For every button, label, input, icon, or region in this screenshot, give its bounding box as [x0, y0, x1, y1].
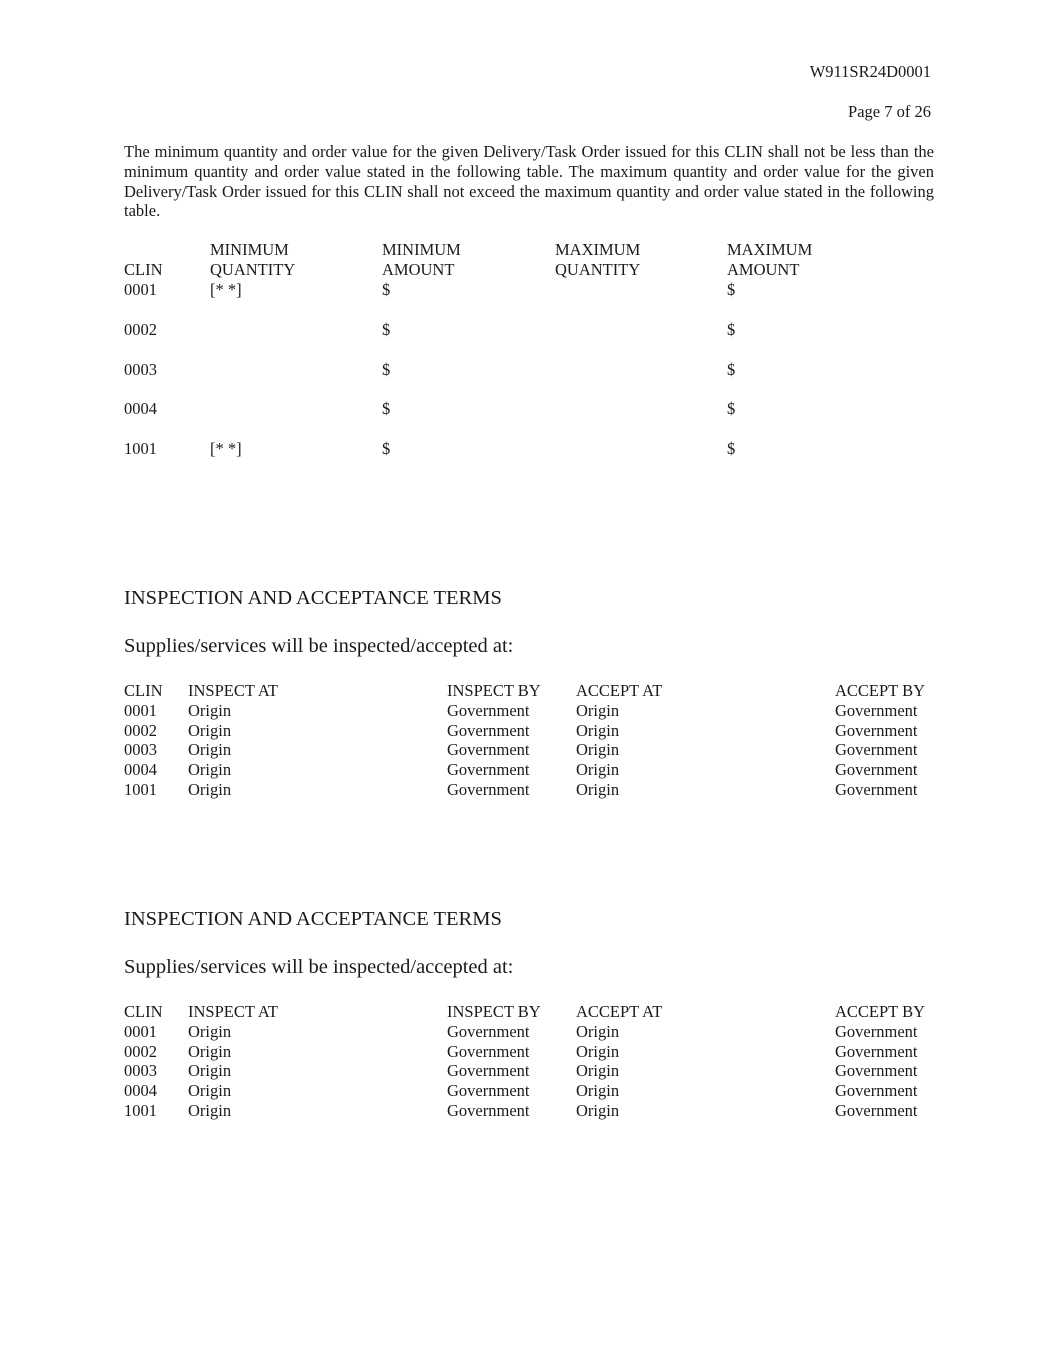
- header-max-quantity-line2: QUANTITY: [555, 260, 641, 279]
- min-amount-cell: $: [382, 439, 391, 458]
- clin-cell: 0001: [124, 280, 157, 299]
- accept-by-cell: Government: [835, 760, 918, 779]
- accept-by-cell: Government: [835, 740, 918, 759]
- accept-at-cell: Origin: [576, 1081, 620, 1100]
- inspect-by-cell: Government: [447, 780, 530, 799]
- clin-cell: 0004: [124, 1081, 157, 1100]
- inspect-at-cell: Origin: [188, 760, 232, 779]
- clin-cell: 0001: [124, 701, 157, 720]
- clin-cell: 0003: [124, 1061, 157, 1080]
- intro-paragraph: The minimum quantity and order value for the given Delivery/Task Order issued for this CLIN shall not be less than the minimum quantity and order value stated in the following table. The maximum quantity and order value for the given Delivery/Task Order issued for this CLIN shall not exceed the maximum quantity and order value stated in the following table.: [124, 142, 934, 221]
- header-max-amount-line1: MAXIMUM: [727, 240, 813, 259]
- accept-by-cell: Government: [835, 1042, 918, 1061]
- clin-cell: 1001: [124, 780, 157, 799]
- header-clin: CLIN: [124, 260, 163, 279]
- header-clin: CLIN: [124, 681, 163, 700]
- inspect-by-cell: Government: [447, 760, 530, 779]
- accept-at-cell: Origin: [576, 701, 620, 720]
- inspect-at-cell: Origin: [188, 701, 232, 720]
- inspect-by-cell: Government: [447, 1081, 530, 1100]
- max-amount-cell: $: [727, 320, 736, 339]
- inspect-at-cell: Origin: [188, 1081, 232, 1100]
- inspect-at-cell: Origin: [188, 721, 232, 740]
- max-amount-cell: $: [727, 439, 736, 458]
- inspect-at-cell: Origin: [188, 780, 232, 799]
- page-number: Page 7 of 26: [848, 102, 931, 121]
- clin-cell: 0004: [124, 399, 157, 418]
- header-accept-at: ACCEPT AT: [576, 681, 663, 700]
- max-amount-cell: $: [727, 399, 736, 418]
- header-max-amount-line2: AMOUNT: [727, 260, 800, 279]
- accept-at-cell: Origin: [576, 1101, 620, 1120]
- accept-by-cell: Government: [835, 780, 918, 799]
- clin-cell: 0001: [124, 1022, 157, 1041]
- inspect-at-cell: Origin: [188, 1042, 232, 1061]
- accept-at-cell: Origin: [576, 721, 620, 740]
- accept-at-cell: Origin: [576, 1042, 620, 1061]
- clin-cell: 1001: [124, 1101, 157, 1120]
- clin-cell: 1001: [124, 439, 157, 458]
- accept-by-cell: Government: [835, 1101, 918, 1120]
- accept-by-cell: Government: [835, 1022, 918, 1041]
- clin-cell: 0002: [124, 320, 157, 339]
- accept-by-cell: Government: [835, 701, 918, 720]
- header-inspect-at: INSPECT AT: [188, 681, 279, 700]
- inspect-by-cell: Government: [447, 701, 530, 720]
- accept-by-cell: Government: [835, 1061, 918, 1080]
- header-accept-by: ACCEPT BY: [835, 1002, 926, 1021]
- min-amount-cell: $: [382, 280, 391, 299]
- clin-cell: 0002: [124, 721, 157, 740]
- inspect-at-cell: Origin: [188, 1022, 232, 1041]
- section-subtitle: Supplies/services will be inspected/accepted at:: [124, 956, 514, 978]
- section-title: INSPECTION AND ACCEPTANCE TERMS: [124, 908, 502, 930]
- header-accept-at: ACCEPT AT: [576, 1002, 663, 1021]
- header-inspect-by: INSPECT BY: [447, 1002, 541, 1021]
- max-amount-cell: $: [727, 280, 736, 299]
- inspect-by-cell: Government: [447, 740, 530, 759]
- header-max-quantity-line1: MAXIMUM: [555, 240, 641, 259]
- accept-by-cell: Government: [835, 1081, 918, 1100]
- min-quantity-cell: [* *]: [210, 439, 242, 458]
- accept-at-cell: Origin: [576, 1061, 620, 1080]
- max-amount-cell: $: [727, 360, 736, 379]
- header-min-amount-line1: MINIMUM: [382, 240, 461, 259]
- header-accept-by: ACCEPT BY: [835, 681, 926, 700]
- accept-at-cell: Origin: [576, 1022, 620, 1041]
- header-inspect-by: INSPECT BY: [447, 681, 541, 700]
- clin-cell: 0004: [124, 760, 157, 779]
- inspect-at-cell: Origin: [188, 1101, 232, 1120]
- section-subtitle: Supplies/services will be inspected/accepted at:: [124, 635, 514, 657]
- clin-cell: 0003: [124, 740, 157, 759]
- clin-cell: 0003: [124, 360, 157, 379]
- inspect-by-cell: Government: [447, 1101, 530, 1120]
- document-number: W911SR24D0001: [809, 62, 931, 81]
- inspect-at-cell: Origin: [188, 740, 232, 759]
- accept-at-cell: Origin: [576, 740, 620, 759]
- inspect-by-cell: Government: [447, 721, 530, 740]
- header-inspect-at: INSPECT AT: [188, 1002, 279, 1021]
- inspect-by-cell: Government: [447, 1022, 530, 1041]
- header-min-quantity-line2: QUANTITY: [210, 260, 296, 279]
- header-clin: CLIN: [124, 1002, 163, 1021]
- min-quantity-cell: [* *]: [210, 280, 242, 299]
- section-title: INSPECTION AND ACCEPTANCE TERMS: [124, 587, 502, 609]
- inspect-at-cell: Origin: [188, 1061, 232, 1080]
- inspect-by-cell: Government: [447, 1042, 530, 1061]
- min-amount-cell: $: [382, 360, 391, 379]
- accept-at-cell: Origin: [576, 760, 620, 779]
- min-amount-cell: $: [382, 320, 391, 339]
- header-min-quantity-line1: MINIMUM: [210, 240, 289, 259]
- inspect-by-cell: Government: [447, 1061, 530, 1080]
- header-min-amount-line2: AMOUNT: [382, 260, 455, 279]
- accept-at-cell: Origin: [576, 780, 620, 799]
- accept-by-cell: Government: [835, 721, 918, 740]
- clin-cell: 0002: [124, 1042, 157, 1061]
- min-amount-cell: $: [382, 399, 391, 418]
